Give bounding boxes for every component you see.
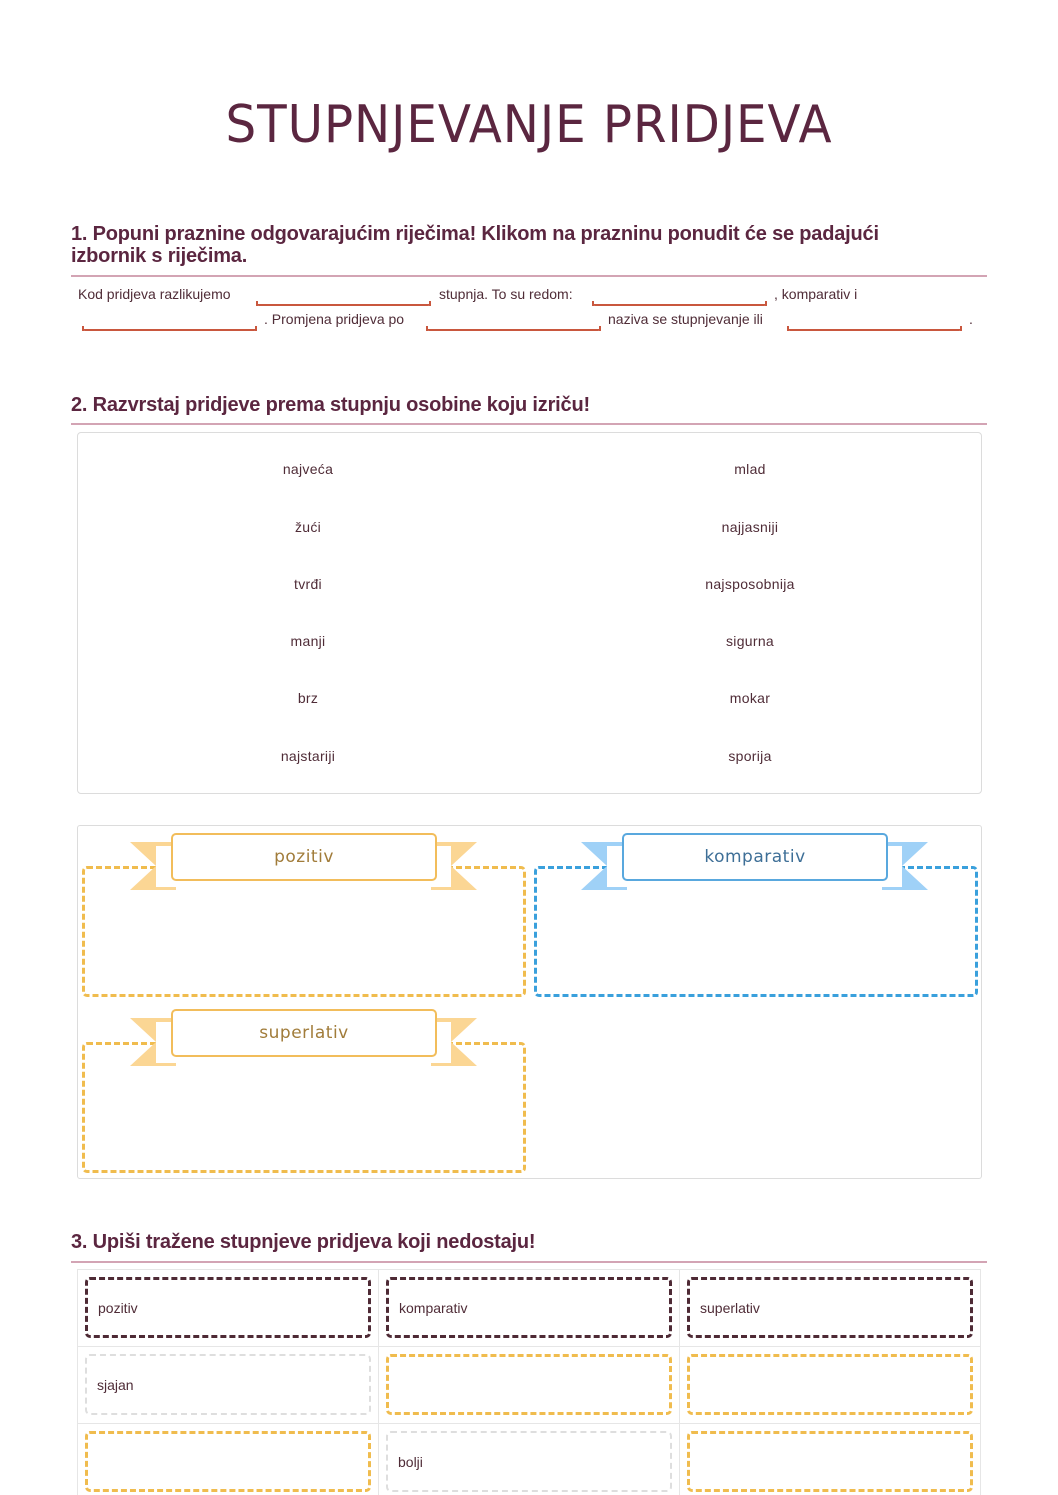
given-value: bolji <box>386 1431 672 1492</box>
answer-input[interactable] <box>687 1431 973 1492</box>
column-header-komparativ: komparativ <box>386 1277 672 1338</box>
section-3-heading: 3. Upiši tražene stupnjeve pridjeva koji nedostaju! <box>71 1231 536 1253</box>
paragraph-text: naziva se stupnjevanje ili <box>608 311 763 327</box>
draggable-word[interactable]: najsposobnija <box>705 576 795 592</box>
draggable-word[interactable]: žući <box>294 519 322 535</box>
section-1-divider <box>71 275 987 277</box>
draggable-word[interactable]: najjasniji <box>721 519 779 535</box>
draggable-word[interactable]: manji <box>290 633 326 649</box>
category-label: superlativ <box>171 1009 437 1057</box>
category-banner-superlativ <box>130 1009 477 1067</box>
column-header-pozitiv: pozitiv <box>85 1277 371 1338</box>
degrees-table <box>77 1269 981 1495</box>
blank-dropdown-1[interactable] <box>256 292 431 306</box>
category-label: komparativ <box>622 833 888 881</box>
paragraph-text: Kod pridjeva razlikujemo <box>78 286 231 302</box>
answer-input[interactable] <box>386 1354 672 1415</box>
blank-dropdown-2[interactable] <box>592 292 767 306</box>
section-2-heading: 2. Razvrstaj pridjeve prema stupnju osobine koju izriču! <box>71 394 590 416</box>
answer-input[interactable] <box>687 1354 973 1415</box>
page-title: STUPNJEVANJE PRIDJEVA <box>225 95 833 155</box>
draggable-word[interactable]: sigurna <box>725 633 775 649</box>
blank-dropdown-5[interactable] <box>787 317 962 331</box>
sorting-area <box>77 825 982 1179</box>
blank-dropdown-4[interactable] <box>426 317 601 331</box>
draggable-word[interactable]: mlad <box>734 461 766 477</box>
answer-input[interactable] <box>85 1431 371 1492</box>
section-1-heading-line-2: izbornik s riječima. <box>71 245 248 267</box>
category-banner-pozitiv <box>130 833 477 891</box>
draggable-word[interactable]: najstariji <box>280 748 336 764</box>
paragraph-text: . Promjena pridjeva po <box>264 311 405 327</box>
category-label: pozitiv <box>171 833 437 881</box>
paragraph-text: . <box>969 311 973 327</box>
draggable-word[interactable]: brz <box>297 690 319 706</box>
draggable-word[interactable]: mokar <box>729 690 771 706</box>
blank-dropdown-3[interactable] <box>82 317 257 331</box>
given-value: sjajan <box>85 1354 371 1415</box>
section-1-heading-line-1: 1. Popuni praznine odgovarajućim riječima! Klikom na prazninu ponudit će se padajući <box>71 223 879 245</box>
draggable-word[interactable]: najveća <box>282 461 334 477</box>
table-row <box>78 1424 981 1495</box>
section-2-divider <box>71 423 987 425</box>
section-3-divider <box>71 1261 987 1263</box>
draggable-word[interactable]: tvrđi <box>294 576 322 592</box>
paragraph-text: , komparativ i <box>774 286 858 302</box>
category-banner-komparativ <box>581 833 928 891</box>
word-bank <box>77 432 982 794</box>
draggable-word[interactable]: sporija <box>728 748 772 764</box>
fill-in-paragraph <box>71 286 987 336</box>
column-header-superlativ: superlativ <box>687 1277 973 1338</box>
table-row <box>78 1347 981 1424</box>
paragraph-text: stupnja. To su redom: <box>439 286 573 302</box>
section-1-heading <box>71 223 987 267</box>
table-header-row <box>78 1270 981 1347</box>
